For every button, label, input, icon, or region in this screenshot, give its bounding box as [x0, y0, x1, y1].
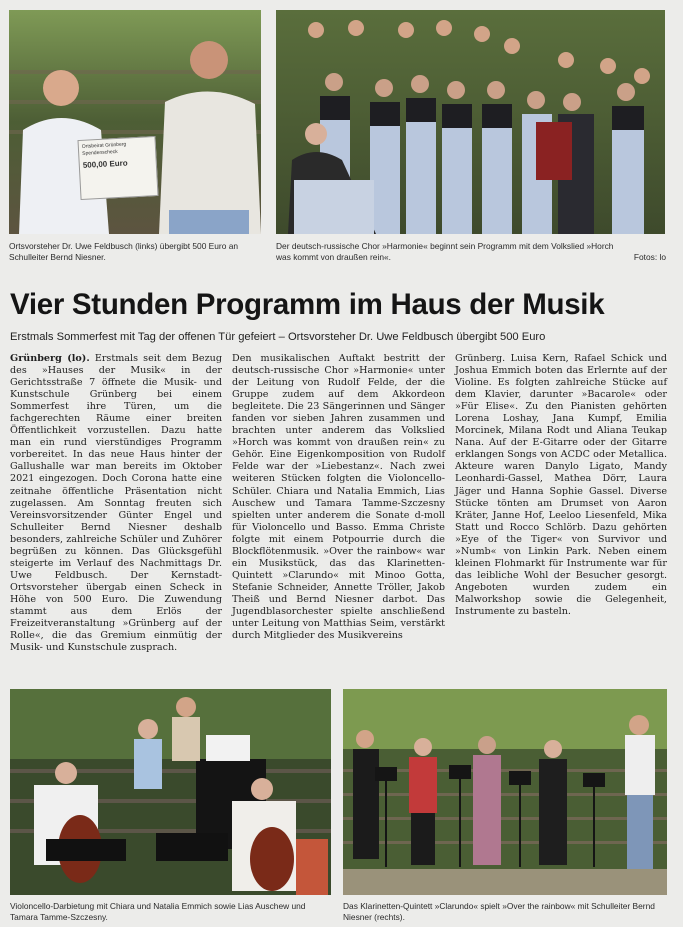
check-line1: Ortsbeirat Grünberg	[81, 141, 127, 150]
photo-check-handover	[9, 10, 261, 234]
caption-photo3: Violoncello-Darbietung mit Chiara und Natalia Emmich sowie Lias Auschew und Tamara Tamme-Szczesny.	[10, 901, 306, 922]
check-line2: Spendenscheck	[82, 148, 118, 157]
photo-clarinet-quintet	[343, 689, 667, 895]
article-column-3	[455, 353, 667, 618]
photo-credit: Fotos: lo	[633, 252, 666, 262]
check-sign	[77, 136, 158, 200]
article-col1-text: Erstmals seit dem Bezug des »Hauses der Musik« in der Gerichtsstraße 7 öffnete die Musik- und Kunstschule Grünberg bei einem Sommerfest ihre Türen, um die fachgerechten Räume einer breiten Öffentlichkeit vorzustellen. Dazu hatte man ein rund vierstündiges Programm vorbereitet. In das neue Haus hinter der Gallushalle war man bereits im Oktober 2021 eingezogen. Doch Corona hatte eine zeitnahe öffentliche Präsentation nicht zugelassen. Am Sonntag freuten sich Vereinsvorsitzender Günter Engel und Schulleiter Bernd Niesner deshalb besonders, zahlreiche Schüler und Zuhörer begrüßen zu können. Das Glücksgefühl steigerte im Verlauf des Nachmittags Dr. Uwe Feldbusch. Der Kernstadt-Ortsvorsteher übergab einen Scheck in Höhe von 500 Euro. Die Zuwendung stammt aus dem Erlös der Freizeitveranstaltung »Grünberg auf der Rolle«, die das Gremium einmütig der Musik- und Kunstschule zusprach.	[10, 353, 222, 654]
check-amount: 500,00 Euro	[82, 158, 128, 170]
article-col3-text: Grünberg. Luisa Kern, Rafael Schick und Joshua Emmich boten das Erlernte auf der Violine. Es folgten zahlreiche Stücke auf dem Klavier, darunter »Bacarole« oder »Für Elise«. Zu den Pianisten gehörten Lorena Loshay, Jana Kumpf, Emilia Morcinek, Milana Rodt und Aliana Teukap Nana. Auf der E-Gitarre oder der Gitarre erklangen Songs von ACDC oder Metallica. Akteure waren Danylo Ligato, Mandy Leonhardi-Gassel, Mathea Dörr, Laura Jäger und Hanna Sophie Gassel. Diverse Stücke tönten am Drumset von Aaron Kräter, Janne Hof, Leeloo Liesenfeld, Mika Statt und Rocco Schlörb. Dazu gehörten »Eye of the Tiger« von Survivor und »Numb« von Linkin Park. Neben einem kleinen Flohmarkt für Instrumente war für das leibliche Wohl der Besucher gesorgt. Angeboten wurden zudem ein Malworkshop sowie die Gelegenheit, Instrumente zu basteln.	[455, 353, 667, 617]
article-subheadline: Erstmals Sommerfest mit Tag der offenen Tür gefeiert – Ortsvorsteher Dr. Uwe Feldbusch übergibt 500 Euro	[10, 331, 546, 343]
article-column-1	[10, 353, 222, 654]
article-col2-text: Den musikalischen Auftakt bestritt der deutsch-russische Chor »Harmonie« unter der Leitung von Rudolf Felde, der die Gruppe zudem auf dem Akkordeon begleitete. Die 23 Sängerinnen und Sänger fanden vor sieben Jahren zusammen und brachten unter anderem das Volkslied »Horch was kommt von draußen rein« zu Gehör. Eine Eigenkomposition von Rudolf Felde war der »Liebestanz«. Nach zwei weiteren Stücken folgten die Violoncello-Schüler. Chiara und Natalia Emmich, Lias Auschew und Tamara Tamme-Szczesny spielten unter anderem die Sonate d-moll für Violoncello und Basso. Emma Christe folgte mit einem Potpourrie durch die Blockflötenmusik. »Over the rainbow« war ein Musikstück, das das Klarinetten-Quintett »Clarundo« mit Minoo Gotta, Stefanie Schneider, Annette Tröller, Jakob Theiß und Bernd Niesner darbot. Das Jugendblasorchester spielte anschließend unter Leitung von Matthias Seim, verstärkt durch Mitglieder des Musikvereins	[232, 353, 445, 642]
article-lead: Grünberg (lo).	[10, 353, 90, 364]
photo-cello-performance	[10, 689, 331, 895]
article-column-2	[232, 353, 445, 642]
caption-photo4: Das Klarinetten-Quintett »Clarundo« spielt »Over the rainbow« mit Schulleiter Bernd Niesner (rechts).	[343, 901, 655, 922]
article-headline: Vier Stunden Programm im Haus der Musik	[10, 288, 605, 321]
caption-photo1: Ortsvorsteher Dr. Uwe Feldbusch (links) übergibt 500 Euro an Schulleiter Bernd Niesner.	[9, 241, 239, 262]
photo-choir	[276, 10, 665, 234]
caption-photo2: Der deutsch-russische Chor »Harmonie« beginnt sein Programm mit dem Volkslied »Horch was kommt von draußen rein«.	[276, 241, 614, 262]
